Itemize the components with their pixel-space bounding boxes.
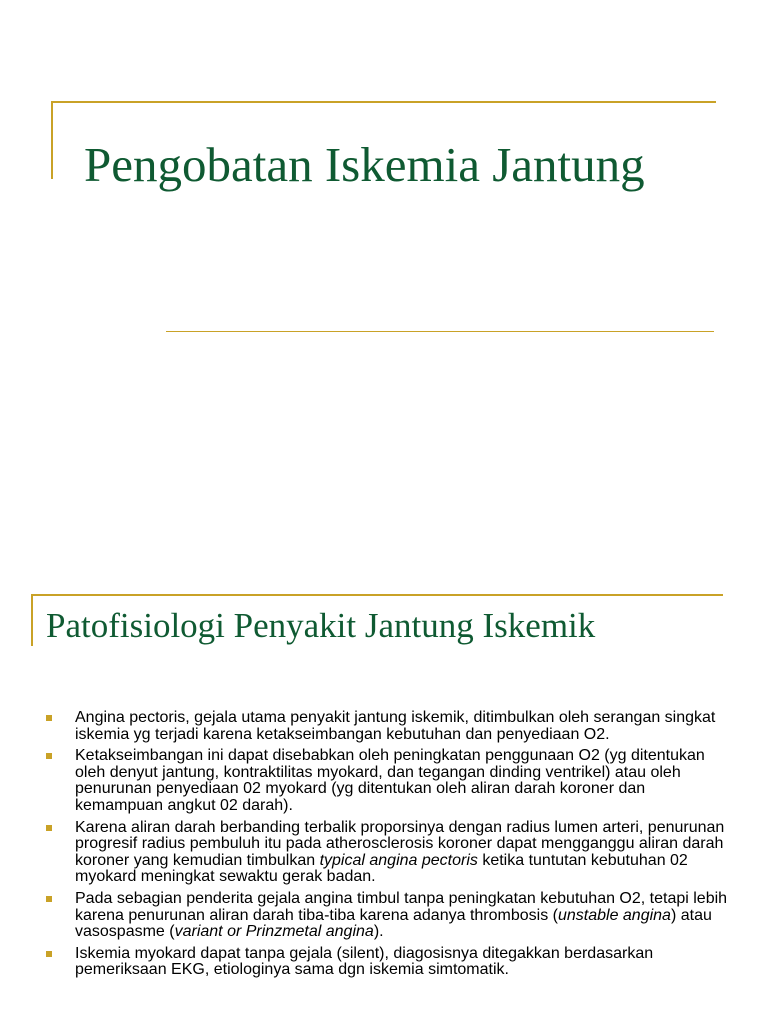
bullet-emphasis: unstable angina (557, 906, 671, 924)
bullet-text: Karena aliran darah berbanding terbalik proporsinya dengan radius lumen arteri, penurunan progresif radius pembuluh itu pada atherosclerosis koroner dapat mengganggu aliran darah koroner yang kemudian timbulkan (75, 818, 725, 869)
bullet-text: ). (373, 923, 384, 941)
top-rule (31, 594, 723, 596)
bullet-item (44, 710, 734, 743)
square-bullet-icon (46, 753, 52, 759)
content-slide (0, 576, 768, 1024)
slide-title: Patofisiologi Penyakit Jantung Iskemik (46, 606, 596, 645)
bullet-item (44, 820, 734, 886)
bullet-item (44, 946, 734, 979)
bullet-list (44, 710, 734, 984)
bullet-text: Pada sebagian penderita gejala angina timbul tanpa peningkatan kebutuhan O2, tetapi lebih karena penurunan aliran darah tiba-tiba karena adanya thrombosis ( (75, 889, 728, 924)
square-bullet-icon (46, 825, 52, 831)
bullet-item (44, 891, 734, 941)
bullet-text: Ketakseimbangan ini dapat disebabkan oleh peningkatan penggunaan O2 (yg ditentukan oleh denyut jantung, kontraktilitas myokard, dan tegangan dinding ventrikel) atau oleh penurunan penyediaan 02 myokard (yg ditentukan oleh aliran darah koroner dan kemampuan angkut 02 darah). (75, 747, 705, 814)
left-rule (31, 594, 33, 646)
bullet-emphasis: variant or Prinzmetal angina (174, 923, 374, 941)
left-rule (51, 101, 53, 179)
bullet-emphasis: typical angina pectoris (319, 851, 478, 869)
bullet-text: ketika tuntutan kebutuhan 02 myokard meningkat sewaktu gerak badan. (75, 851, 688, 886)
top-rule (51, 101, 716, 103)
slide-title: Pengobatan Iskemia Jantung (84, 137, 645, 192)
bullet-text: ) atau vasospasme ( (75, 906, 712, 941)
bullet-text: Iskemia myokard dapat tanpa gejala (silent), diagosisnya ditegakkan berdasarkan pemeriksaan EKG, etiologinya sama dgn iskemia simtomatik. (75, 944, 654, 979)
square-bullet-icon (46, 951, 52, 957)
bullet-text: Angina pectoris, gejala utama penyakit jantung iskemik, ditimbulkan oleh serangan singkat iskemia yg terjadi karena ketakseimbangan kebutuhan dan penyediaan O2. (75, 709, 716, 743)
square-bullet-icon (46, 715, 52, 721)
square-bullet-icon (46, 896, 52, 902)
bullet-item (44, 748, 734, 814)
bottom-rule (166, 331, 714, 332)
